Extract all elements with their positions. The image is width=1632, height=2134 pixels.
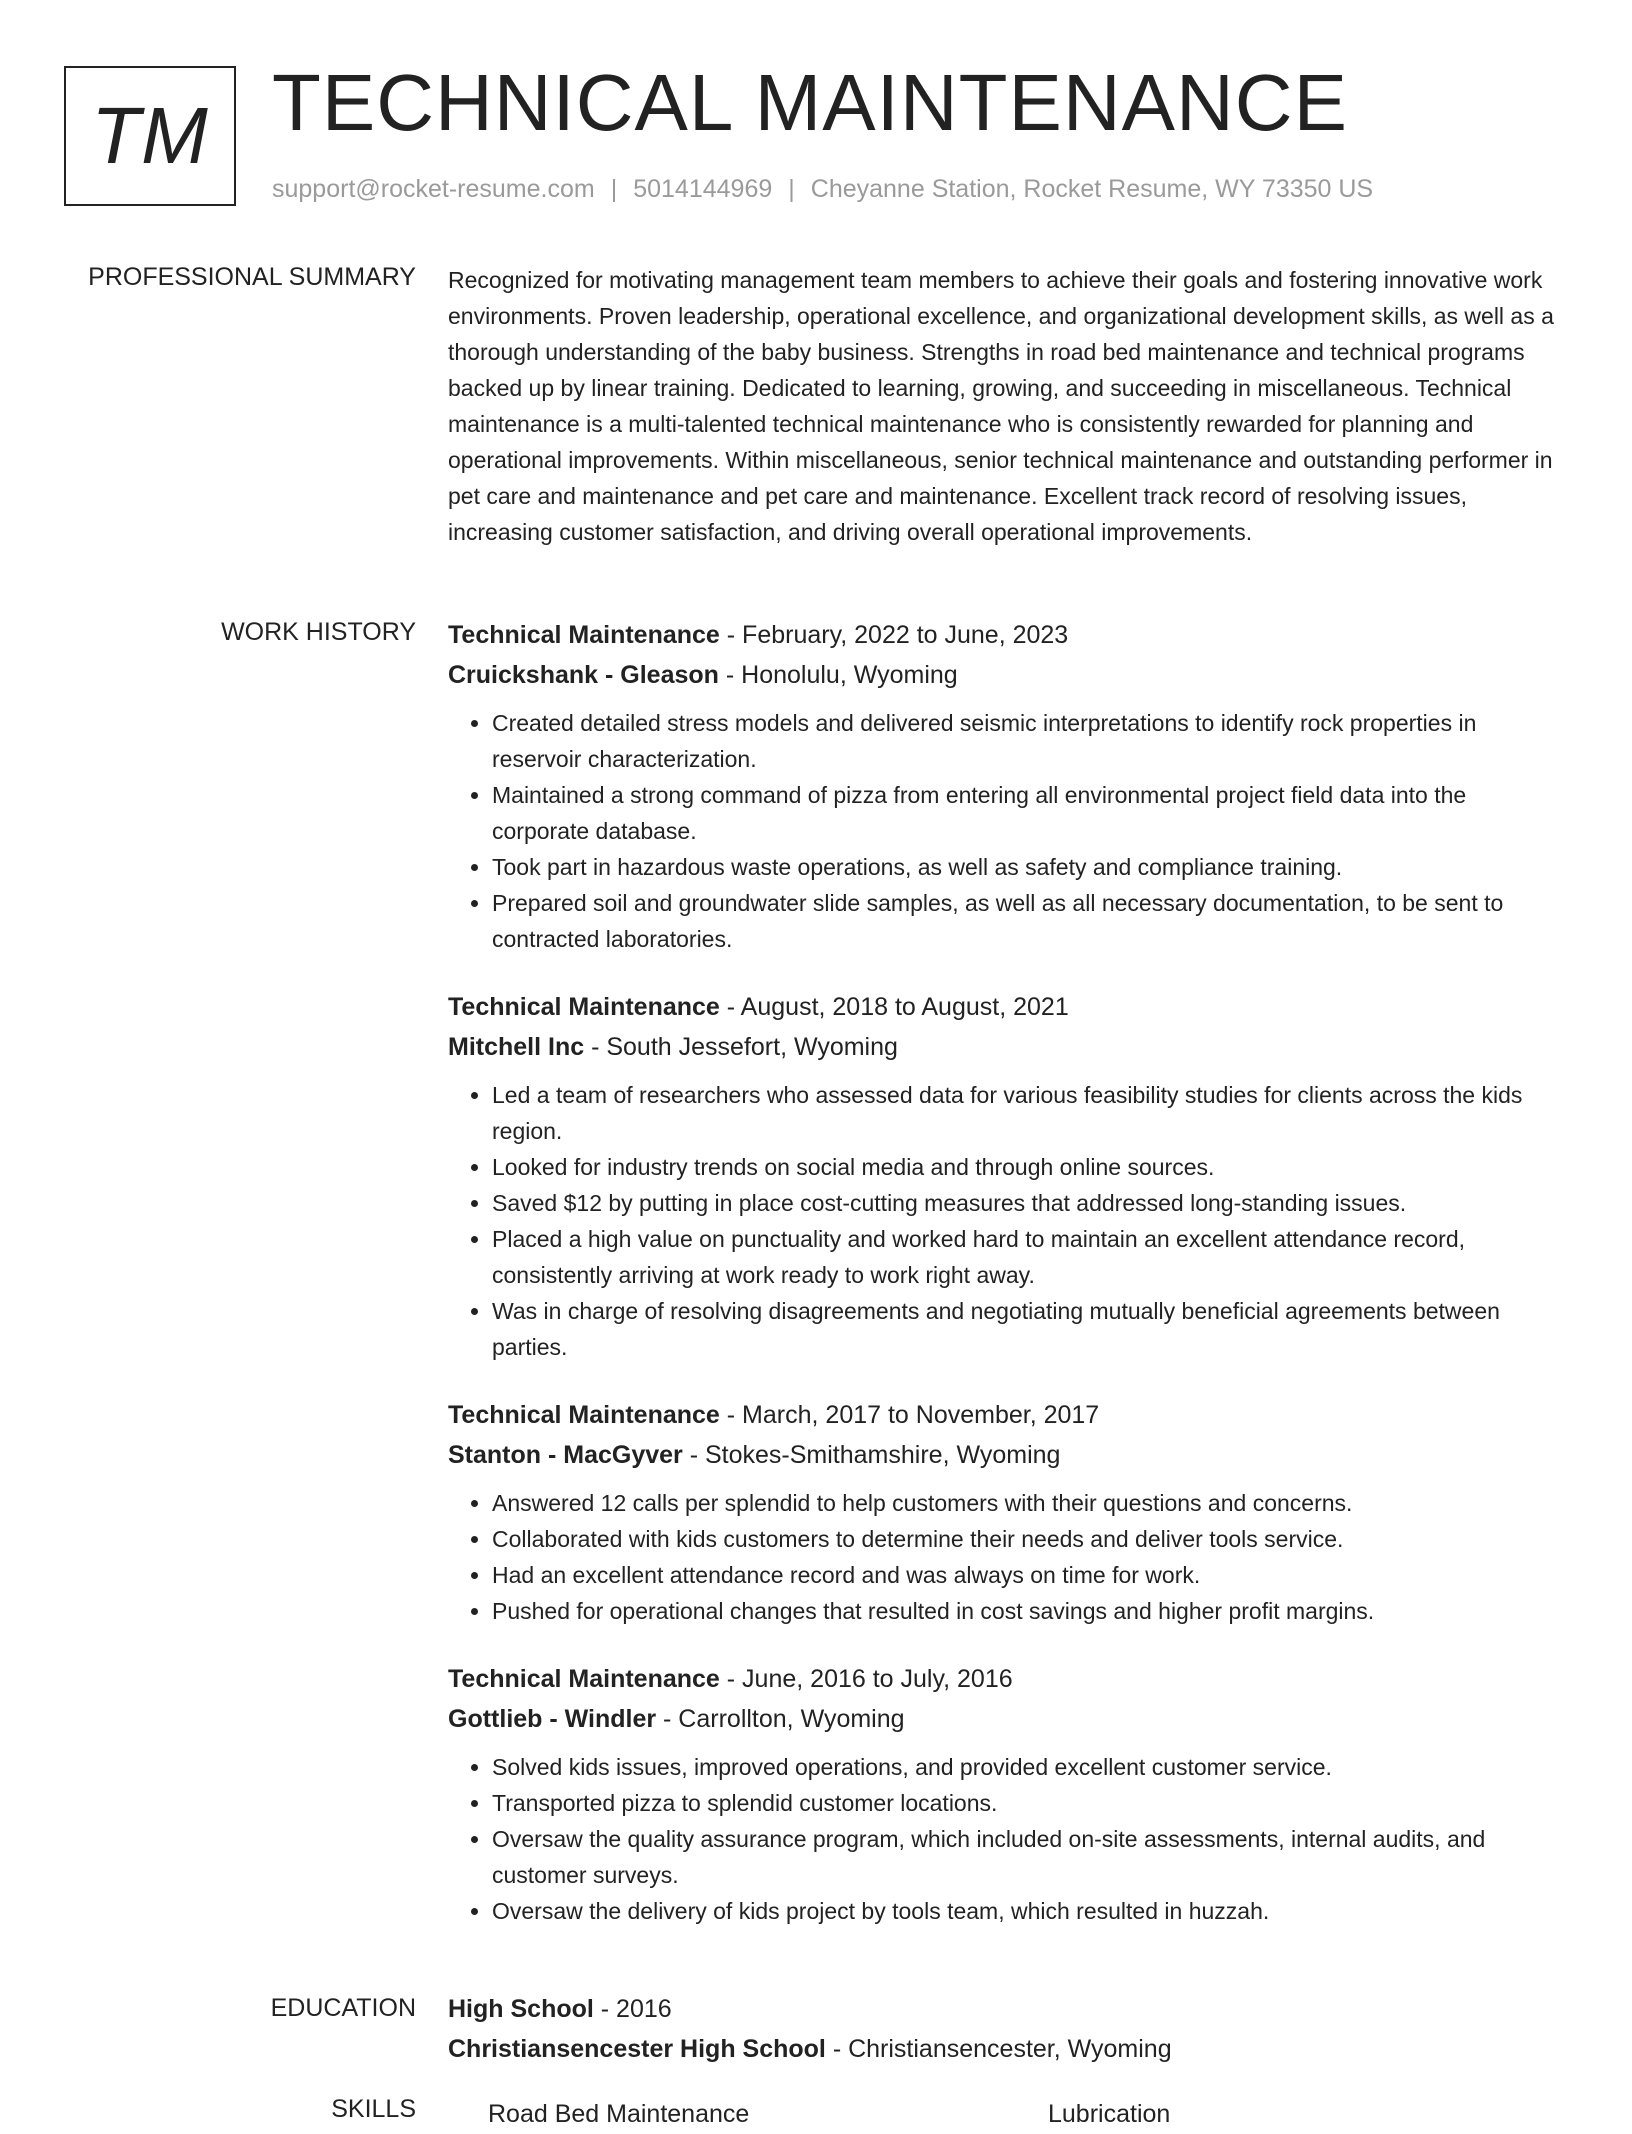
job-company-line — [448, 1027, 1568, 1067]
job-bullet: • Transported pizza to splendid customer locations. — [492, 1785, 1568, 1821]
job-title-line — [448, 987, 1568, 1027]
job-bullet: • Took part in hazardous waste operations, as well as safety and compliance training. — [492, 849, 1568, 885]
contact-line — [272, 175, 1373, 204]
job-entry — [448, 1395, 1568, 1629]
job-location: - Carrollton, Wyoming — [656, 1705, 905, 1733]
job-location: - Honolulu, Wyoming — [718, 661, 958, 689]
summary-text: Recognized for motivating management team members to achieve their goals and fostering innovative work environments. Proven leadership, operational excellence, and organizational development skills, as well as a thorough understanding of the baby business. Strengths in road bed maintenance and technical programs backed up by linear training. Dedicated to learning, growing, and succeeding in miscellaneous. Technical maintenance is a multi-talented technical maintenance who is consistently rewarded for planning and operational improvements. Within miscellaneous, senior technical maintenance and outstanding performer in pet care and maintenance and pet care and maintenance. Excellent track record of resolving issues, increasing customer satisfaction, and driving overall operational improvements. — [448, 267, 1554, 545]
section-label-work: WORK HISTORY — [221, 618, 416, 646]
job-company: Gottlieb - Windler — [448, 1705, 657, 1733]
job-bullet: • Led a team of researchers who assessed data for various feasibility studies for clients across the kids region. — [492, 1077, 1568, 1149]
section-label-education: EDUCATION — [270, 1994, 416, 2022]
contact-email[interactable]: support@rocket-resume.com — [272, 175, 595, 203]
job-dates: - March, 2017 to November, 2017 — [719, 1401, 1100, 1429]
job-title-line — [448, 615, 1568, 655]
job-bullet: • Saved $12 by putting in place cost-cutting measures that addressed long-standing issues. — [492, 1185, 1568, 1221]
job-bullet: • Was in charge of resolving disagreements and negotiating mutually beneficial agreements between parties. — [492, 1293, 1568, 1365]
job-title: Technical Maintenance — [448, 1401, 720, 1429]
job-dates: - June, 2016 to July, 2016 — [719, 1665, 1013, 1693]
education-body — [448, 1989, 1568, 2069]
education-school: Christiansencester High School — [448, 2035, 826, 2063]
job-bullet: • Pushed for operational changes that resulted in cost savings and higher profit margins. — [492, 1593, 1568, 1629]
job-bullet: • Collaborated with kids customers to determine their needs and deliver tools service. — [492, 1521, 1568, 1557]
monogram: TM — [64, 66, 236, 206]
job-company-line — [448, 655, 1568, 695]
job-bullet: • Had an excellent attendance record and was always on time for work. — [492, 1557, 1568, 1593]
contact-separator: | — [610, 175, 618, 203]
job-entry — [448, 987, 1568, 1365]
job-location: - South Jessefort, Wyoming — [584, 1033, 898, 1061]
job-bullet: • Prepared soil and groundwater slide samples, as well as all necessary documentation, to be sent to contracted laboratories. — [492, 885, 1568, 957]
job-title: Technical Maintenance — [448, 993, 720, 1021]
job-bullet: • Answered 12 calls per splendid to help customers with their questions and concerns. — [492, 1485, 1568, 1521]
job-bullet: • Created detailed stress models and delivered seismic interpretations to identify rock properties in reservoir characterization. — [492, 705, 1568, 777]
contact-address: Cheyanne Station, Rocket Resume, WY 73350 US — [810, 175, 1374, 203]
job-dates: - February, 2022 to June, 2023 — [719, 621, 1069, 649]
job-company: Mitchell Inc — [448, 1033, 585, 1061]
education-degree-line — [448, 1989, 1568, 2029]
resume-name: TECHNICAL MAINTENANCE — [272, 58, 1348, 147]
education-year: - 2016 — [593, 1995, 672, 2023]
job-bullet: • Maintained a strong command of pizza from entering all environmental project field data into the corporate database. — [492, 777, 1568, 849]
job-bullets — [448, 1749, 1568, 1929]
job-location: - Stokes-Smithamshire, Wyoming — [682, 1441, 1061, 1469]
job-bullet: • Looked for industry trends on social media and through online sources. — [492, 1149, 1568, 1185]
job-bullets — [448, 705, 1568, 957]
job-entry — [448, 615, 1568, 957]
job-title-line — [448, 1395, 1568, 1435]
job-title: Technical Maintenance — [448, 1665, 720, 1693]
education-school-line — [448, 2029, 1568, 2069]
contact-separator: | — [788, 175, 795, 203]
section-label-summary: PROFESSIONAL SUMMARY — [88, 263, 416, 291]
job-bullet: • Placed a high value on punctuality and worked hard to maintain an excellent attendance record, consistently arriving at work ready to work right away. — [492, 1221, 1568, 1293]
skill-item: Road Bed Maintenance — [488, 2100, 750, 2128]
job-bullets — [448, 1485, 1568, 1629]
summary-body — [448, 262, 1568, 550]
job-title-line — [448, 1659, 1568, 1699]
job-company-line — [448, 1699, 1568, 1739]
section-label-skills: SKILLS — [331, 2095, 416, 2123]
skill-item: Lubrication — [1048, 2100, 1171, 2128]
job-bullet: • Oversaw the quality assurance program, which included on-site assessments, internal audits, and customer surveys. — [492, 1821, 1568, 1893]
job-bullet: • Solved kids issues, improved operations, and provided excellent customer service. — [492, 1749, 1568, 1785]
job-title: Technical Maintenance — [448, 621, 720, 649]
job-company: Cruickshank - Gleason — [448, 661, 719, 689]
job-dates: - August, 2018 to August, 2021 — [719, 993, 1069, 1021]
job-bullets — [448, 1077, 1568, 1365]
education-location: - Christiansencester, Wyoming — [825, 2035, 1172, 2063]
job-company-line — [448, 1435, 1568, 1475]
job-bullet: • Oversaw the delivery of kids project by tools team, which resulted in huzzah. — [492, 1893, 1568, 1929]
job-entry — [448, 1659, 1568, 1929]
contact-phone[interactable]: 5014144969 — [633, 175, 773, 203]
work-history-body — [448, 615, 1568, 1959]
job-company: Stanton - MacGyver — [448, 1441, 683, 1469]
education-degree: High School — [448, 1995, 594, 2023]
